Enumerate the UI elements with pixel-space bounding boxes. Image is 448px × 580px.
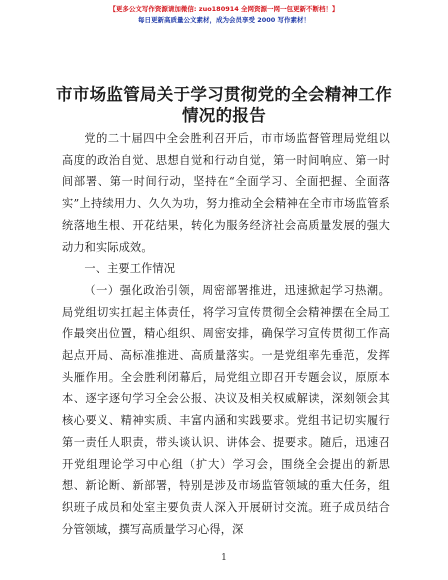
title-line-1: 市市场监管局关于学习贯彻党的全会精神工作	[56, 85, 392, 104]
body-paragraph: （一）强化政治引领，周密部署推进，迅速掀起学习热潮。局党组切实扛起主体责任，将学习宣传贯彻全会精神摆在全局工作最突出位置，精心组织、周密安排，确保学习宣传贯彻工作高起点开局、高标准推进、高质量落实。一是党组率先垂范，发挥头雁作用。全会胜利闭幕后，局党组立即召开专题会议，原原本本、逐字逐句学习全会公报、决议及相关权威解读，深刻领会其核心要义、精神实质、丰富内涵和实践要求。党组书记切实履行第一责任人职责，带头谈认识、讲体会、提要求。随后，迅速召开党组理论学习中心组（扩大）学习会，围绕全会提出的新思想、新论断、新部署，特别是涉及市场监管领域的重大任务，组织班子成员和处室主要负责人深入开展研讨交流。班子成员结合分管领域，撰写高质量学习心得，深	[62, 283, 390, 536]
page-number: 1	[221, 553, 227, 563]
title-line-2: 情况的报告	[182, 106, 266, 125]
promo-banner	[0, 4, 448, 26]
intro-paragraph: 党的二十届四中全会胜利召开后，市市场监督管理局党组以高度的政治自觉、思想自觉和行动自觉，第一时间响应、第一时间部署、第一时间行动，坚持在“全面学习、全面把握、全面落实”上持续用力、久久为功，努力推动全会精神在全市市场监管系统落地生根、开花结果，转化为服务经济社会高质量发展的强大动力和实际成效。	[62, 132, 390, 254]
promo-line-wechat: 【更多公文写作资源请加微信: zuo180914 全网资源一网一包更新不断档！】	[109, 5, 339, 13]
promo-line-membership: 每日更新高质量公文素材，成为会员享受 2000 写作素材！	[137, 16, 311, 24]
document-body	[62, 128, 390, 540]
section-heading: 一、主要工作情况	[84, 262, 176, 276]
document-title	[40, 84, 408, 126]
